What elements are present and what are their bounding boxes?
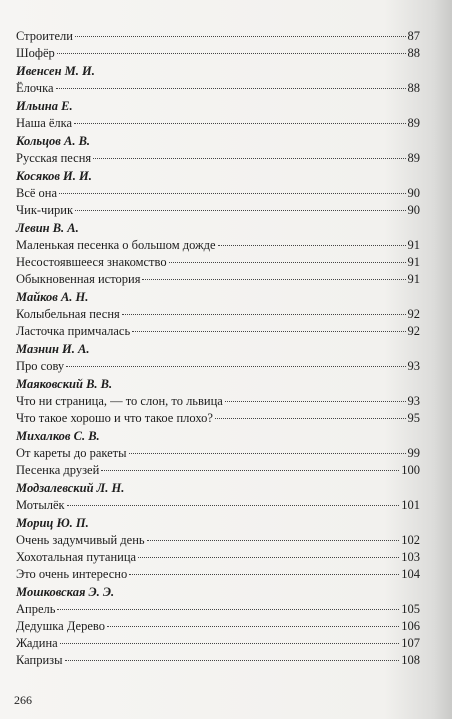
toc-entry	[16, 601, 420, 618]
toc-entry-page: 88	[407, 81, 420, 95]
toc-author-heading: Мориц Ю. П.	[16, 516, 89, 530]
toc-entry	[16, 28, 420, 45]
dot-leader	[57, 609, 399, 610]
dot-leader	[147, 540, 400, 541]
toc-entry-page: 91	[407, 238, 420, 252]
toc-entry-page: 90	[407, 186, 420, 200]
toc-entry	[16, 115, 420, 132]
toc-entry-title: Шофёр	[16, 46, 55, 60]
toc-entry-page: 103	[401, 550, 420, 564]
toc-entry-page: 91	[407, 255, 420, 269]
toc-entry-title: Мотылёк	[16, 498, 65, 512]
toc-entry-page: 90	[407, 203, 420, 217]
toc-entry	[16, 618, 420, 635]
toc-entry-title: Строители	[16, 29, 73, 43]
dot-leader	[60, 643, 400, 644]
dot-leader	[93, 158, 405, 159]
toc-entry-page: 95	[407, 411, 420, 425]
toc-entry-page: 88	[407, 46, 420, 60]
dot-leader	[132, 331, 405, 332]
toc-author-heading: Ивенсен М. И.	[16, 64, 95, 78]
toc-author-heading: Ильина Е.	[16, 99, 73, 113]
toc-entry-page: 93	[407, 394, 420, 408]
toc-entry	[16, 532, 420, 549]
toc-author-heading: Михалков С. В.	[16, 429, 100, 443]
dot-leader	[215, 418, 406, 419]
dot-leader	[74, 123, 405, 124]
toc-entry-title: От кареты до ракеты	[16, 446, 127, 460]
toc-entry-page: 107	[401, 636, 420, 650]
toc-entry-title: Ласточка примчалась	[16, 324, 131, 338]
dot-leader	[107, 626, 399, 627]
dot-leader	[142, 279, 405, 280]
toc-entry-title: Что ни страница, — то слон, то львица	[16, 394, 223, 408]
dot-leader	[57, 53, 406, 54]
toc-entry-page: 106	[401, 619, 420, 633]
toc-author-heading: Мазнин И. А.	[16, 342, 90, 356]
toc-entry-page: 89	[407, 151, 420, 165]
toc-entry	[16, 80, 420, 97]
toc-entry	[16, 150, 420, 167]
toc-entry	[16, 462, 420, 479]
toc-entry	[16, 566, 420, 583]
toc-author-heading: Маяковский В. В.	[16, 377, 113, 391]
dot-leader	[129, 574, 399, 575]
table-of-contents	[16, 28, 420, 669]
dot-leader	[75, 210, 405, 211]
toc-entry	[16, 323, 420, 340]
toc-entry-title: Несостоявшееся знакомство	[16, 255, 167, 269]
toc-entry-page: 87	[407, 29, 420, 43]
toc-entry	[16, 202, 420, 219]
toc-entry-title: Ёлочка	[16, 81, 54, 95]
toc-entry-title: Апрель	[16, 602, 56, 616]
toc-entry-title: Очень задумчивый день	[16, 533, 145, 547]
toc-entry-page: 92	[407, 307, 420, 321]
dot-leader	[101, 470, 399, 471]
toc-author-heading: Мошковская Э. Э.	[16, 585, 115, 599]
toc-entry-title: Русская песня	[16, 151, 92, 165]
toc-entry-page: 101	[401, 498, 420, 512]
toc-author-heading: Майков А. Н.	[16, 290, 89, 304]
toc-entry-title: Это очень интересно	[16, 567, 128, 581]
toc-entry	[16, 185, 420, 202]
toc-entry-title: Что такое хорошо и что такое плохо?	[16, 411, 213, 425]
dot-leader	[138, 557, 399, 558]
toc-entry-title: Жадина	[16, 636, 58, 650]
dot-leader	[66, 366, 405, 367]
toc-entry-title: Песенка друзей	[16, 463, 100, 477]
toc-entry	[16, 549, 420, 566]
toc-entry	[16, 635, 420, 652]
toc-entry-page: 104	[401, 567, 420, 581]
dot-leader	[67, 505, 400, 506]
dot-leader	[169, 262, 406, 263]
dot-leader	[218, 245, 406, 246]
toc-entry-page: 108	[401, 653, 420, 667]
toc-entry	[16, 358, 420, 375]
dot-leader	[59, 193, 405, 194]
toc-entry-page: 91	[407, 272, 420, 286]
toc-entry	[16, 271, 420, 288]
dot-leader	[56, 88, 406, 89]
toc-author-heading: Левин В. А.	[16, 221, 79, 235]
toc-entry	[16, 445, 420, 462]
dot-leader	[122, 314, 406, 315]
toc-entry	[16, 306, 420, 323]
toc-entry-title: Маленькая песенка о большом дожде	[16, 238, 216, 252]
toc-entry-page: 102	[401, 533, 420, 547]
toc-entry	[16, 45, 420, 62]
toc-entry-title: Дедушка Дерево	[16, 619, 105, 633]
toc-entry-page: 89	[407, 116, 420, 130]
dot-leader	[225, 401, 406, 402]
toc-entry-title: Хохотальная путаница	[16, 550, 137, 564]
toc-entry-page: 100	[401, 463, 420, 477]
toc-entry-page: 99	[407, 446, 420, 460]
toc-entry	[16, 652, 420, 669]
toc-entry-page: 105	[401, 602, 420, 616]
page-number: 266	[14, 693, 32, 707]
toc-entry-title: Колыбельная песня	[16, 307, 120, 321]
toc-author-heading: Косяков И. И.	[16, 169, 92, 183]
toc-entry	[16, 410, 420, 427]
toc-entry-title: Капризы	[16, 653, 63, 667]
toc-entry	[16, 497, 420, 514]
toc-entry-page: 92	[407, 324, 420, 338]
dot-leader	[75, 36, 406, 37]
toc-entry-title: Наша ёлка	[16, 116, 73, 130]
toc-entry-title: Всё она	[16, 186, 58, 200]
toc-entry-title: Чик-чирик	[16, 203, 74, 217]
toc-author-heading: Кольцов А. В.	[16, 134, 91, 148]
toc-entry	[16, 393, 420, 410]
toc-entry	[16, 237, 420, 254]
toc-entry-page: 93	[407, 359, 420, 373]
toc-entry	[16, 254, 420, 271]
toc-entry-title: Обыкновенная история	[16, 272, 141, 286]
dot-leader	[65, 660, 400, 661]
toc-author-heading: Модзалевский Л. Н.	[16, 481, 125, 495]
dot-leader	[129, 453, 406, 454]
toc-entry-title: Про сову	[16, 359, 65, 373]
